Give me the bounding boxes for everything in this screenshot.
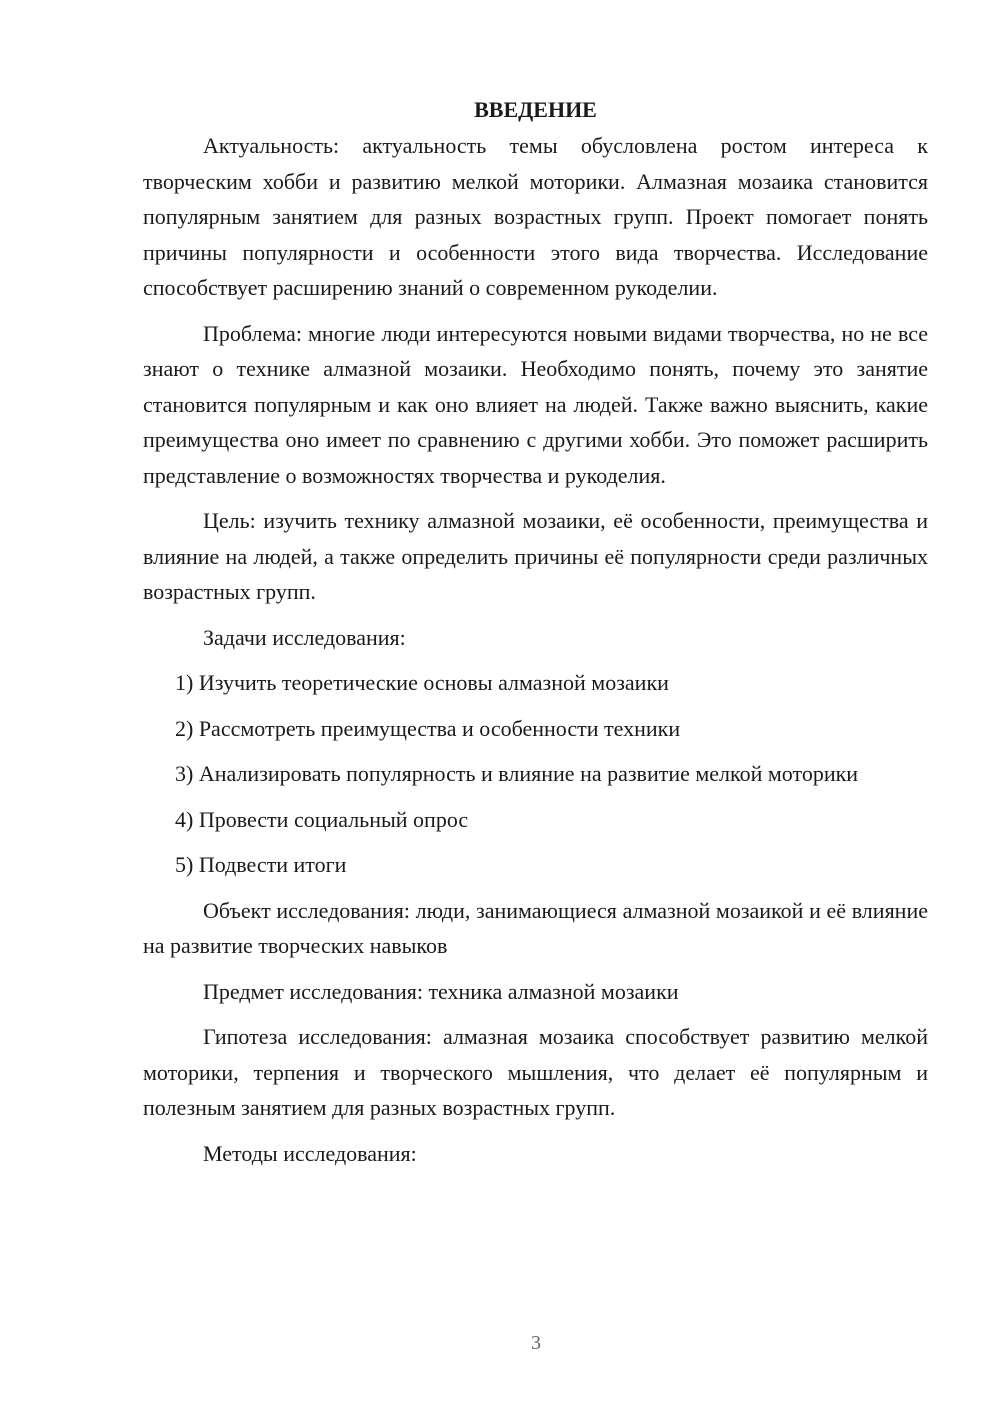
page-number: 3	[531, 1332, 541, 1354]
task-item-5: 5) Подвести итоги	[175, 852, 347, 877]
task-item-4: 4) Провести социальный опрос	[175, 806, 469, 832]
section-title: ВВЕДЕНИЕ	[474, 97, 597, 122]
methods-heading: Методы исследования:	[203, 1140, 417, 1166]
goal-paragraph: Цель: изучить технику алмазной мозаики, её особенности, преимущества и влияние на людей, а также определить причины её популярности среди различных возрастных групп.	[143, 508, 928, 604]
task-item-3: 3) Анализировать популярность и влияние на развитие мелкой моторики	[175, 761, 859, 786]
document-page	[143, 92, 928, 1181]
object-paragraph: Объект исследования: люди, занимающиеся алмазной мозаикой и её влияние на развитие творческих навыков	[143, 897, 928, 958]
task-item-1: 1) Изучить теоретические основы алмазной мозаики	[175, 670, 669, 695]
task-item-2: 2) Рассмотреть преимущества и особенности техники	[175, 715, 681, 741]
hypothesis-paragraph: Гипотеза исследования: алмазная мозаика способствует развитию мелкой моторики, терпения и творческого мышления, что делает её популярным и полезным занятием для разных возрастных групп.	[143, 1024, 928, 1120]
problem-paragraph: Проблема: многие люди интересуются новыми видами творчества, но не все знают о технике алмазной мозаики. Необходимо понять, почему это занятие становится популярным и как оно влияет на людей. Также важно выяснить, какие преимущества оно имеет по сравнению с другими хобби. Это поможет расширить представление о возможностях творчества и рукоделия.	[143, 320, 928, 488]
tasks-heading: Задачи исследования:	[203, 624, 406, 650]
subject-paragraph: Предмет исследования: техника алмазной мозаики	[203, 978, 679, 1004]
relevance-paragraph: Актуальность: актуальность темы обусловлена ростом интереса к творческим хобби и развитию мелкой моторики. Алмазная мозаика становится популярным занятием для разных возрастных групп. Проект помогает понять причины популярности и особенности этого вида творчества. Исследование способствует расширению знаний о современном рукоделии.	[143, 133, 928, 300]
